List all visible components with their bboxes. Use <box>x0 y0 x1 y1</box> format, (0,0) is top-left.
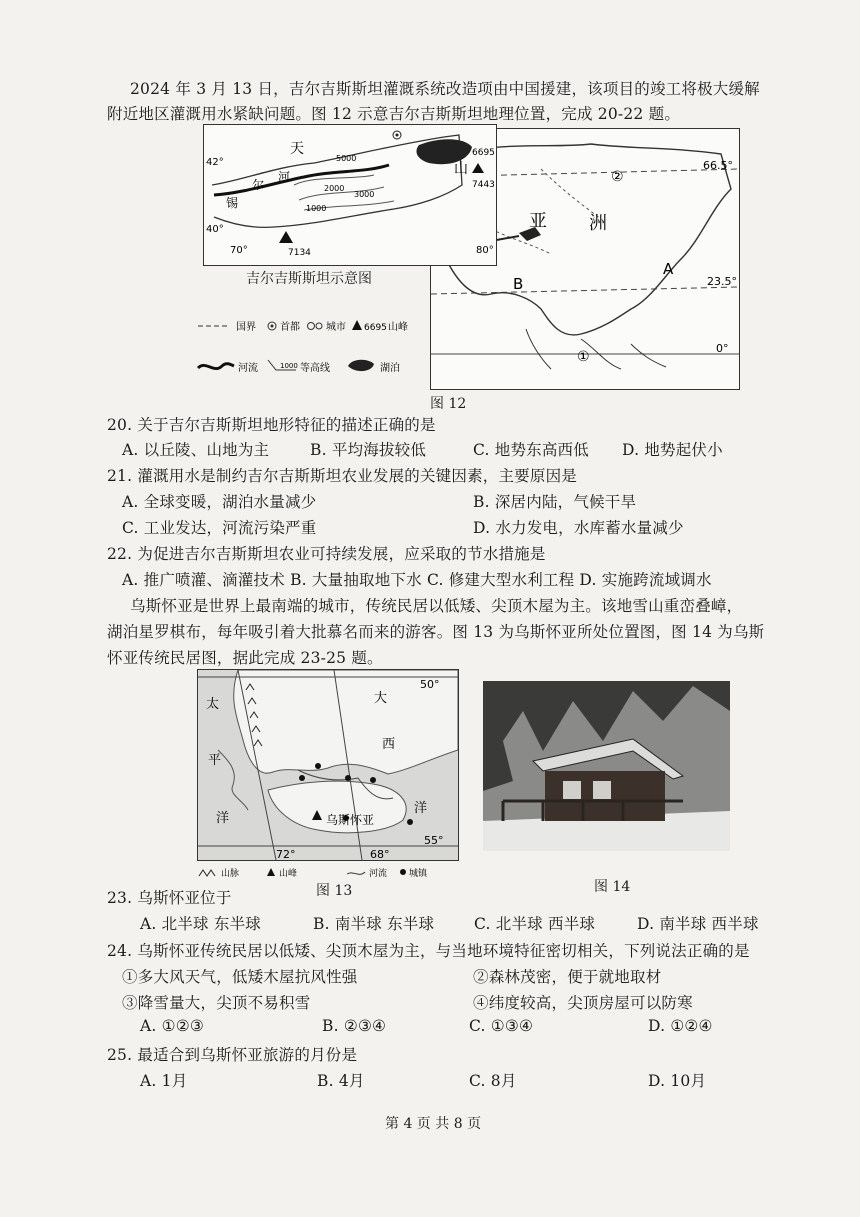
town-dot-1 <box>299 775 305 781</box>
capital-legend-dot <box>271 325 274 328</box>
q25-option-d: D. 10月 <box>648 1072 707 1090</box>
lon-68-label: 68° <box>370 848 390 860</box>
legend-contour-label: 等高线 <box>300 363 330 374</box>
q22-stem: 22. 为促进吉尔吉斯斯坦农业可持续发展，应采取的节水措施是 <box>107 545 546 563</box>
q25-option-a: A. 1月 <box>140 1072 188 1090</box>
fjord-coast <box>218 750 248 810</box>
q21-option-b: B. 深居内陆，气候干旱 <box>473 493 637 511</box>
q21-option-a: A. 全球变暖，湖泊水量减少 <box>122 493 317 511</box>
label-yang-2: 洋 <box>414 801 428 816</box>
label-circle-1: ① <box>577 349 590 365</box>
town-dot-3 <box>345 775 351 781</box>
label-arctic: 66.5° <box>703 159 733 172</box>
lon-80: 80° <box>476 245 494 256</box>
q25-option-b: B. 4月 <box>317 1072 365 1090</box>
house-window-1 <box>563 781 581 799</box>
q25-stem: 25. 最适合到乌斯怀亚旅游的月份是 <box>107 1046 358 1064</box>
figure-13-map <box>197 669 459 861</box>
intro2-line-3: 怀亚传统民居图，据此完成 23-25 题。 <box>107 649 383 667</box>
lake-legend-icon <box>348 360 374 371</box>
label-ping: 平 <box>208 753 222 768</box>
label-ya: 亚 <box>529 211 547 232</box>
label-b: B <box>513 275 524 293</box>
label-equator: 0° <box>716 342 729 355</box>
lat-55-label: 55° <box>424 834 444 847</box>
label-xi: 锡 <box>226 196 239 210</box>
label-yang-1: 洋 <box>216 811 230 826</box>
legend-city-label: 城市 <box>326 322 346 333</box>
peak-6695: 6695 <box>472 148 495 158</box>
legend-contour-value: 1000 <box>280 362 298 370</box>
q20-stem: 20. 关于吉尔吉斯斯坦地形特征的描述正确的是 <box>107 416 436 434</box>
q24-statement-3: ③降雪量大，尖顶不易积雪 <box>122 994 311 1012</box>
q20-option-c: C. 地势东高西低 <box>473 441 589 459</box>
label-da: 大 <box>374 691 388 706</box>
q24-option-b: B. ②③④ <box>322 1017 387 1035</box>
fig13-svg <box>198 670 458 860</box>
figure-12-caption: 图 12 <box>430 396 467 412</box>
q24-option-d: D. ①②④ <box>648 1017 713 1035</box>
house-window-2 <box>593 781 611 799</box>
inset-map-title: 吉尔吉斯斯坦示意图 <box>246 271 372 287</box>
legend-river-label: 河流 <box>238 363 258 374</box>
q23-option-a: A. 北半球 东半球 <box>140 915 261 933</box>
q24-option-a: A. ①②③ <box>140 1017 204 1035</box>
q21-option-d: D. 水力发电，水库蓄水量减少 <box>473 519 684 537</box>
figure-14-caption: 图 14 <box>594 879 631 895</box>
legend-mountain: 山脉 <box>221 869 240 879</box>
intro2-line-2: 湖泊星罗棋布，每年吸引着大批慕名而来的游客。图 13 为乌斯怀亚所处位置图，图 14 为乌斯 <box>107 623 765 641</box>
city-legend-icon <box>308 323 315 330</box>
intro-line-1: 2024 年 3 月 13 日，吉尔吉斯斯坦灌溉系统改造项由中国援建，该项目的竣工将极大缓解 <box>130 80 760 98</box>
figure-13-legend <box>197 864 457 880</box>
contour-3000: 3000 <box>354 190 375 199</box>
legend-capital-label: 首都 <box>280 322 300 333</box>
capital-dot <box>396 134 399 137</box>
label-circle-2: ② <box>611 169 624 185</box>
q25-option-c: C. 8月 <box>469 1072 517 1090</box>
peak-7443: 7443 <box>472 180 495 190</box>
lon-72-label: 72° <box>276 848 296 860</box>
lon-70: 70° <box>230 245 248 256</box>
mountain-legend-icon <box>199 870 215 876</box>
river-legend-icon-13 <box>347 872 365 874</box>
peninsula-outline <box>526 329 551 369</box>
legend-lake-label: 湖泊 <box>380 363 400 374</box>
legend-river: 河流 <box>369 869 388 879</box>
town-dot-4 <box>370 777 376 783</box>
town-legend-icon-13 <box>400 869 406 875</box>
intro2-line-1: 乌斯怀亚是世界上最南端的城市，传统民居以低矮、尖顶木屋为主。该地雪山重峦叠嶂， <box>130 597 743 615</box>
figure-12-inset-map <box>203 124 497 266</box>
lat-42: 42° <box>206 157 224 168</box>
label-a: A <box>663 260 674 278</box>
label-ushuaia: 乌斯怀亚 <box>326 813 375 827</box>
q24-statement-2: ②森林茂密，便于就地取材 <box>473 968 662 986</box>
contour-1000: 1000 <box>306 204 327 213</box>
legend-svg <box>196 316 428 380</box>
q23-stem: 23. 乌斯怀亚位于 <box>107 889 232 907</box>
fig13-legend-svg <box>197 864 457 880</box>
lat-40: 40° <box>206 224 224 235</box>
peak-7443-icon <box>472 163 484 173</box>
label-he: 河 <box>278 170 291 184</box>
intro-line-2: 附近地区灌溉用水紧缺问题。图 12 示意吉尔吉斯斯坦地理位置，完成 20-22 题。 <box>107 105 681 123</box>
q24-statement-1: ①多大风天气，低矮木屋抗风性强 <box>122 968 358 986</box>
contour-2000: 2000 <box>324 184 345 193</box>
figure-12-legend <box>196 316 428 380</box>
peak-7134-icon <box>279 231 293 243</box>
town-legend-icon <box>316 323 322 329</box>
town-dot-2 <box>315 763 321 769</box>
q20-option-a: A. 以丘陵、山地为主 <box>122 441 270 459</box>
q24-option-c: C. ①③④ <box>469 1017 534 1035</box>
label-zhou: 洲 <box>589 213 607 234</box>
legend-peak-label: 山峰 <box>388 322 408 333</box>
label-tian: 天 <box>290 141 304 157</box>
page-footer: 第 4 页 共 8 页 <box>385 1116 482 1132</box>
town-dot-5 <box>407 819 413 825</box>
inset-map-svg <box>204 125 496 265</box>
legend-town: 城镇 <box>409 869 428 879</box>
peak-legend-icon-13 <box>267 868 275 876</box>
label-tai: 太 <box>206 697 220 712</box>
river-legend-icon <box>198 364 234 369</box>
q23-option-b: B. 南半球 东半球 <box>313 915 435 933</box>
q23-option-d: D. 南半球 西半球 <box>637 915 759 933</box>
q23-option-c: C. 北半球 西半球 <box>474 915 596 933</box>
label-er: 尔 <box>252 178 265 192</box>
contour-5000: 5000 <box>336 154 357 163</box>
q21-option-c: C. 工业发达，河流污染严重 <box>122 519 317 537</box>
q22-options: A. 推广喷灌、滴灌技术 B. 大量抽取地下水 C. 修建大型水利工程 D. 实施跨流域调水 <box>122 571 712 589</box>
label-xi: 西 <box>382 737 396 752</box>
q24-statement-4: ④纬度较高，尖顶房屋可以防寒 <box>473 994 693 1012</box>
figure-14-photo <box>483 681 730 851</box>
q20-option-d: D. 地势起伏小 <box>622 441 723 459</box>
q21-stem: 21. 灌溉用水是制约吉尔吉斯斯坦农业发展的关键因素，主要原因是 <box>107 467 577 485</box>
legend-peak-value: 6695 <box>364 323 387 333</box>
house-photo-svg <box>483 681 730 851</box>
q24-stem: 24. 乌斯怀亚传统民居以低矮、尖顶木屋为主，与当地环境特征密切相关，下列说法正确的是 <box>107 942 750 960</box>
q20-option-b: B. 平均海拔较低 <box>310 441 427 459</box>
figure-13-caption: 图 13 <box>316 883 353 899</box>
label-shan: 山 <box>454 161 468 177</box>
label-tropic: 23.5° <box>707 275 737 288</box>
peak-7134: 7134 <box>288 248 311 258</box>
peak-legend-icon <box>352 320 362 330</box>
legend-border-label: 国界 <box>236 322 256 333</box>
lat-50-label: 50° <box>420 678 440 691</box>
legend-peak: 山峰 <box>279 869 298 879</box>
